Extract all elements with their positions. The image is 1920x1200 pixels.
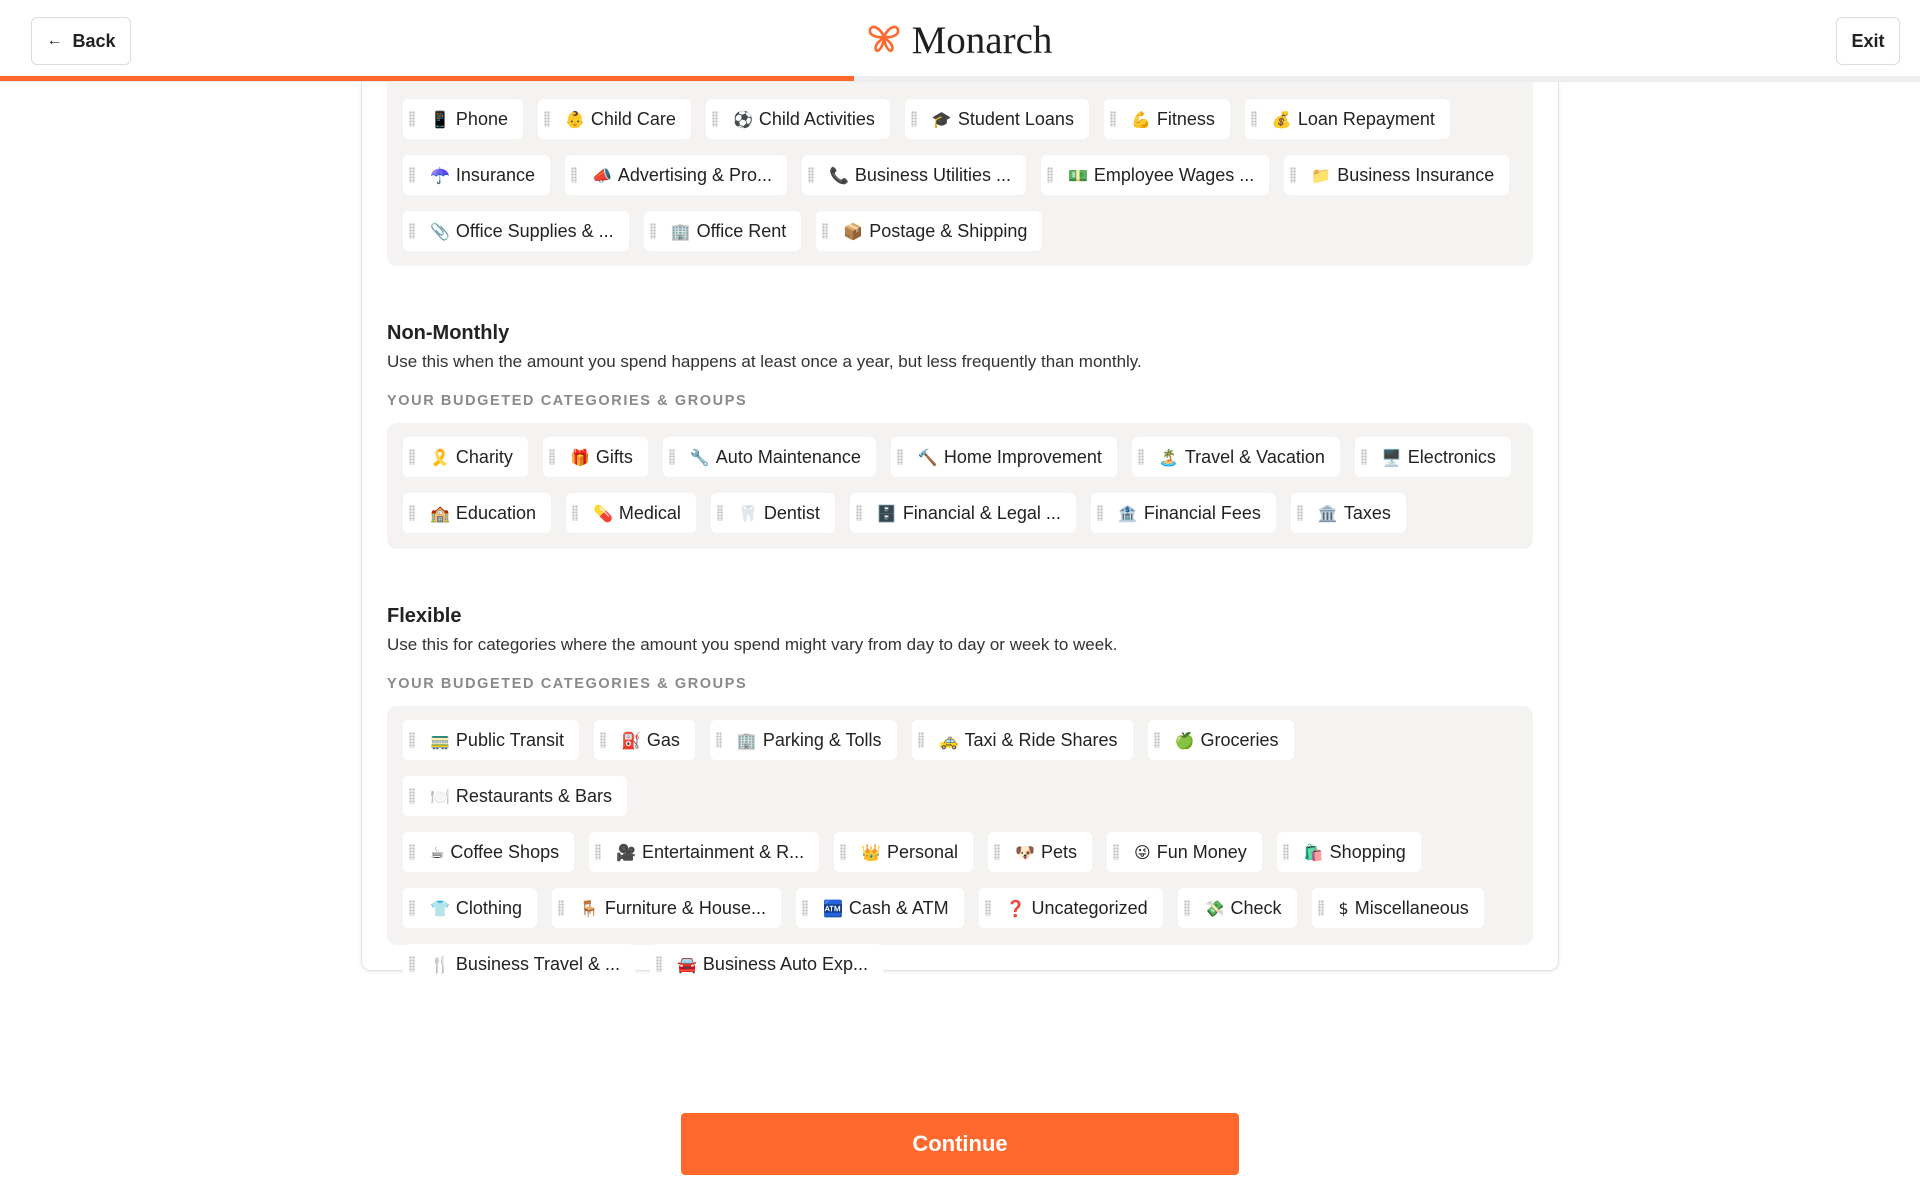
category-chip-label: Groceries (1200, 729, 1279, 750)
category-emoji-icon: 🏫 (430, 503, 450, 523)
category-emoji-icon: 😜 (1134, 842, 1151, 862)
non-monthly-title: Non-Monthly (387, 322, 510, 344)
category-chip[interactable] (1312, 888, 1484, 928)
category-chip[interactable] (1107, 832, 1262, 872)
drag-handle-icon[interactable] (822, 223, 828, 239)
category-emoji-icon: 🏦 (1117, 503, 1138, 523)
flexible-description: Use this for categories where the amount you spend might vary from day to day or week to week. (387, 635, 1118, 654)
drag-handle-icon[interactable] (716, 732, 722, 748)
category-chip[interactable] (403, 720, 579, 760)
fixed-chip-list (403, 99, 1523, 267)
category-chip[interactable] (403, 437, 528, 477)
category-chip-label: Miscellaneous (1354, 897, 1469, 918)
category-chip-label: Financial & Legal ... (902, 502, 1061, 523)
drag-handle-icon[interactable] (840, 844, 846, 860)
category-chip-label: Coffee Shops (450, 841, 560, 862)
drag-handle-icon[interactable] (918, 732, 924, 748)
category-chip-label: Business Insurance (1337, 164, 1495, 185)
drag-handle-icon[interactable] (600, 732, 606, 748)
category-chip[interactable] (1104, 99, 1230, 139)
category-chip-label: Shopping (1329, 841, 1406, 862)
category-emoji-icon: 🏧 (822, 898, 843, 918)
drag-handle-icon[interactable] (911, 111, 917, 127)
category-chip[interactable] (589, 832, 819, 872)
category-emoji-icon: 🎥 (616, 842, 637, 862)
category-chip-label: Pets (1040, 841, 1078, 862)
category-chip[interactable] (403, 832, 574, 872)
category-chip[interactable] (1284, 155, 1509, 195)
category-chip[interactable] (850, 493, 1076, 533)
category-emoji-icon: 📣 (591, 165, 612, 185)
drag-handle-icon[interactable] (656, 956, 662, 972)
category-chip-label: Parking & Tolls (762, 729, 882, 750)
category-emoji-icon: 💊 (592, 503, 613, 523)
category-emoji-icon: 👶 (564, 109, 585, 129)
category-chip[interactable] (566, 493, 696, 533)
category-emoji-icon: 📱 (430, 109, 450, 129)
progress-bar (0, 76, 854, 81)
flexible-title: Flexible (387, 605, 462, 627)
drag-handle-icon[interactable] (650, 223, 656, 239)
category-chip[interactable] (1277, 832, 1421, 872)
category-chip-label: Cash & ATM (848, 897, 949, 918)
drag-handle-icon[interactable] (1154, 732, 1160, 748)
brand-logo (0, 18, 1920, 63)
non-monthly-label: YOUR BUDGETED CATEGORIES & GROUPS (387, 393, 748, 409)
category-emoji-icon: 📦 (843, 221, 864, 241)
category-chip[interactable] (988, 832, 1092, 872)
drag-handle-icon[interactable] (1361, 449, 1367, 465)
category-emoji-icon: 💸 (1204, 898, 1225, 918)
drag-handle-icon[interactable] (712, 111, 718, 127)
category-emoji-icon: 🚃 (430, 730, 450, 750)
drag-handle-icon[interactable] (1097, 505, 1103, 521)
category-chip[interactable] (644, 211, 802, 251)
category-chip[interactable] (710, 720, 897, 760)
category-chip-label: Postage & Shipping (869, 220, 1028, 241)
category-chip-label: Taxes (1343, 502, 1391, 523)
category-emoji-icon: 🎁 (569, 447, 590, 467)
category-emoji-icon: 💪 (1130, 109, 1151, 129)
category-chip[interactable] (1355, 437, 1511, 477)
drag-handle-icon[interactable] (1318, 900, 1324, 916)
category-chip-label: Uncategorized (1031, 897, 1148, 918)
drag-handle-icon[interactable] (409, 732, 415, 748)
drag-handle-icon[interactable] (1251, 111, 1257, 127)
category-chip-label: Travel & Vacation (1184, 446, 1325, 467)
category-emoji-icon: 🗄️ (876, 503, 897, 523)
category-chip[interactable] (706, 99, 890, 139)
category-emoji-icon: 💵 (1067, 165, 1088, 185)
category-chip-label: Clothing (455, 897, 522, 918)
drag-handle-icon[interactable] (985, 900, 991, 916)
drag-handle-icon[interactable] (808, 167, 814, 183)
category-chip-label: Restaurants & Bars (455, 785, 612, 806)
drag-handle-icon[interactable] (717, 505, 723, 521)
drag-handle-icon[interactable] (409, 167, 415, 183)
category-emoji-icon: 🎓 (931, 109, 952, 129)
category-emoji-icon: 📞 (828, 165, 849, 185)
drag-handle-icon[interactable] (544, 111, 550, 127)
non-monthly-description: Use this when the amount you spend happens at least once a year, but less frequently than monthly. (387, 352, 1142, 371)
category-chip-label: Home Improvement (943, 446, 1102, 467)
category-emoji-icon: 🎗️ (430, 447, 450, 467)
drag-handle-icon[interactable] (558, 900, 564, 916)
drag-handle-icon[interactable] (409, 505, 415, 521)
category-chip[interactable] (543, 437, 648, 477)
category-emoji-icon: 📁 (1311, 165, 1332, 185)
category-chip-label: Insurance (455, 164, 535, 185)
category-emoji-icon: 🏢 (736, 730, 757, 750)
category-chip[interactable] (552, 888, 781, 928)
category-chip-label: Financial Fees (1143, 502, 1261, 523)
continue-button[interactable]: Continue (681, 1113, 1239, 1175)
category-chip-label: Employee Wages ... (1093, 164, 1255, 185)
category-chip-label: Taxi & Ride Shares (964, 729, 1118, 750)
category-chip[interactable] (1245, 99, 1450, 139)
flexible-group-box (387, 706, 1533, 974)
category-chip-label: Auto Maintenance (715, 446, 861, 467)
category-emoji-icon: 🐶 (1015, 842, 1035, 862)
drag-handle-icon[interactable] (1184, 900, 1190, 916)
drag-handle-icon[interactable] (1283, 844, 1289, 860)
category-chip[interactable] (1132, 437, 1340, 477)
category-chip[interactable] (594, 720, 695, 760)
category-emoji-icon: 📎 (430, 221, 450, 241)
category-chip[interactable] (711, 493, 835, 533)
category-chip-label: Medical (618, 502, 681, 523)
drag-handle-icon[interactable] (572, 505, 578, 521)
drag-handle-icon[interactable] (1113, 844, 1119, 860)
category-chip-label: Business Travel & ... (455, 953, 620, 974)
category-chip-label: Business Auto Exp... (702, 953, 869, 974)
category-chip[interactable] (905, 99, 1089, 139)
non-monthly-chip-list (403, 437, 1523, 549)
flexible-chip-list (403, 720, 1523, 1000)
category-emoji-icon: 🖥️ (1381, 447, 1402, 467)
category-chip[interactable] (663, 437, 876, 477)
drag-handle-icon[interactable] (856, 505, 862, 521)
category-chip-label: Office Rent (696, 220, 787, 241)
category-emoji-icon: 🍏 (1174, 730, 1195, 750)
drag-handle-icon[interactable] (595, 844, 601, 860)
category-chip[interactable] (912, 720, 1133, 760)
category-chip[interactable] (565, 155, 787, 195)
category-emoji-icon: 👑 (861, 842, 882, 862)
flexible-label: YOUR BUDGETED CATEGORIES & GROUPS (387, 676, 748, 692)
drag-handle-icon[interactable] (409, 956, 415, 972)
category-chip-label: Child Activities (758, 108, 875, 129)
category-emoji-icon: 🏝️ (1158, 447, 1179, 467)
drag-handle-icon[interactable] (409, 111, 415, 127)
top-bar (0, 0, 1920, 82)
category-chip-label: Loan Repayment (1297, 108, 1435, 129)
drag-handle-icon[interactable] (1297, 505, 1303, 521)
category-emoji-icon: 🏢 (670, 221, 691, 241)
drag-handle-icon[interactable] (409, 900, 415, 916)
drag-handle-icon[interactable] (1110, 111, 1116, 127)
category-chip[interactable] (979, 888, 1163, 928)
category-emoji-icon: 🚕 (938, 730, 959, 750)
category-chip-label: Check (1230, 897, 1282, 918)
category-chip[interactable] (796, 888, 964, 928)
category-emoji-icon: 🚘 (677, 954, 697, 974)
category-chip[interactable] (403, 944, 635, 984)
category-chip-label: Education (455, 502, 536, 523)
drag-handle-icon[interactable] (994, 844, 1000, 860)
category-emoji-icon: 🔧 (689, 447, 710, 467)
category-emoji-icon: $ (1338, 898, 1349, 918)
category-chip-label: Electronics (1407, 446, 1496, 467)
category-chip-label: Advertising & Pro... (617, 164, 772, 185)
category-emoji-icon: 💰 (1271, 109, 1292, 129)
category-chip[interactable] (403, 99, 523, 139)
category-chip[interactable] (891, 437, 1117, 477)
category-chip[interactable] (1291, 493, 1406, 533)
category-chip[interactable] (650, 944, 883, 984)
category-chip-label: Gas (646, 729, 680, 750)
drag-handle-icon[interactable] (549, 449, 555, 465)
arrow-left-icon: ← (46, 32, 63, 49)
category-chip[interactable] (403, 155, 550, 195)
non-monthly-group-box (387, 423, 1533, 549)
category-chip-label: Business Utilities ... (854, 164, 1011, 185)
drag-handle-icon[interactable] (409, 449, 415, 465)
category-chip-label: Public Transit (455, 729, 564, 750)
category-chip-label: Fitness (1156, 108, 1215, 129)
category-emoji-icon: ⛽ (620, 730, 641, 750)
category-emoji-icon: 🍴 (430, 954, 450, 974)
category-chip[interactable] (403, 211, 629, 251)
category-emoji-icon: 🍽️ (430, 786, 450, 806)
category-chip-label: Phone (455, 108, 508, 129)
back-label: Back (72, 30, 116, 51)
drag-handle-icon[interactable] (897, 449, 903, 465)
category-chip-label: Child Care (590, 108, 676, 129)
category-chip[interactable] (403, 888, 537, 928)
category-chip[interactable] (834, 832, 973, 872)
category-emoji-icon: 🔨 (917, 447, 938, 467)
category-emoji-icon: ☂️ (430, 165, 450, 185)
category-emoji-icon: ☕ (430, 842, 445, 862)
drag-handle-icon[interactable] (1047, 167, 1053, 183)
drag-handle-icon[interactable] (409, 223, 415, 239)
category-emoji-icon: ⚽ (732, 109, 753, 129)
category-chip[interactable] (403, 776, 627, 816)
category-chip-label: Dentist (763, 502, 820, 523)
category-chip[interactable] (1148, 720, 1294, 760)
drag-handle-icon[interactable] (1138, 449, 1144, 465)
category-chip[interactable] (538, 99, 691, 139)
category-chip-label: Fun Money (1156, 841, 1247, 862)
drag-handle-icon[interactable] (669, 449, 675, 465)
category-chip-label: Furniture & House... (604, 897, 766, 918)
drag-handle-icon[interactable] (802, 900, 808, 916)
drag-handle-icon[interactable] (409, 844, 415, 860)
brand-name: Monarch (911, 19, 1053, 62)
category-chip[interactable] (816, 211, 1042, 251)
category-chip[interactable] (802, 155, 1026, 195)
drag-handle-icon[interactable] (409, 788, 415, 804)
category-chip[interactable] (403, 493, 551, 533)
category-emoji-icon: 🛍️ (1303, 842, 1324, 862)
category-emoji-icon: 🏛️ (1317, 503, 1338, 523)
drag-handle-icon[interactable] (1290, 167, 1296, 183)
drag-handle-icon[interactable] (571, 167, 577, 183)
category-chip[interactable] (1178, 888, 1297, 928)
category-chip-label: Student Loans (957, 108, 1074, 129)
category-chip-label: Charity (455, 446, 513, 467)
category-chip-label: Personal (887, 841, 959, 862)
category-emoji-icon: 👕 (430, 898, 450, 918)
category-emoji-icon: ❓ (1005, 898, 1026, 918)
category-chip[interactable] (1091, 493, 1276, 533)
category-chip-label: Office Supplies & ... (455, 220, 614, 241)
butterfly-icon (868, 23, 900, 58)
category-chip-label: Entertainment & R... (642, 841, 805, 862)
exit-button[interactable]: Exit (1836, 17, 1900, 65)
category-emoji-icon: 🪑 (578, 898, 599, 918)
category-chip-label: Gifts (595, 446, 633, 467)
category-chip[interactable] (1041, 155, 1269, 195)
category-emoji-icon: 🦷 (737, 503, 758, 523)
